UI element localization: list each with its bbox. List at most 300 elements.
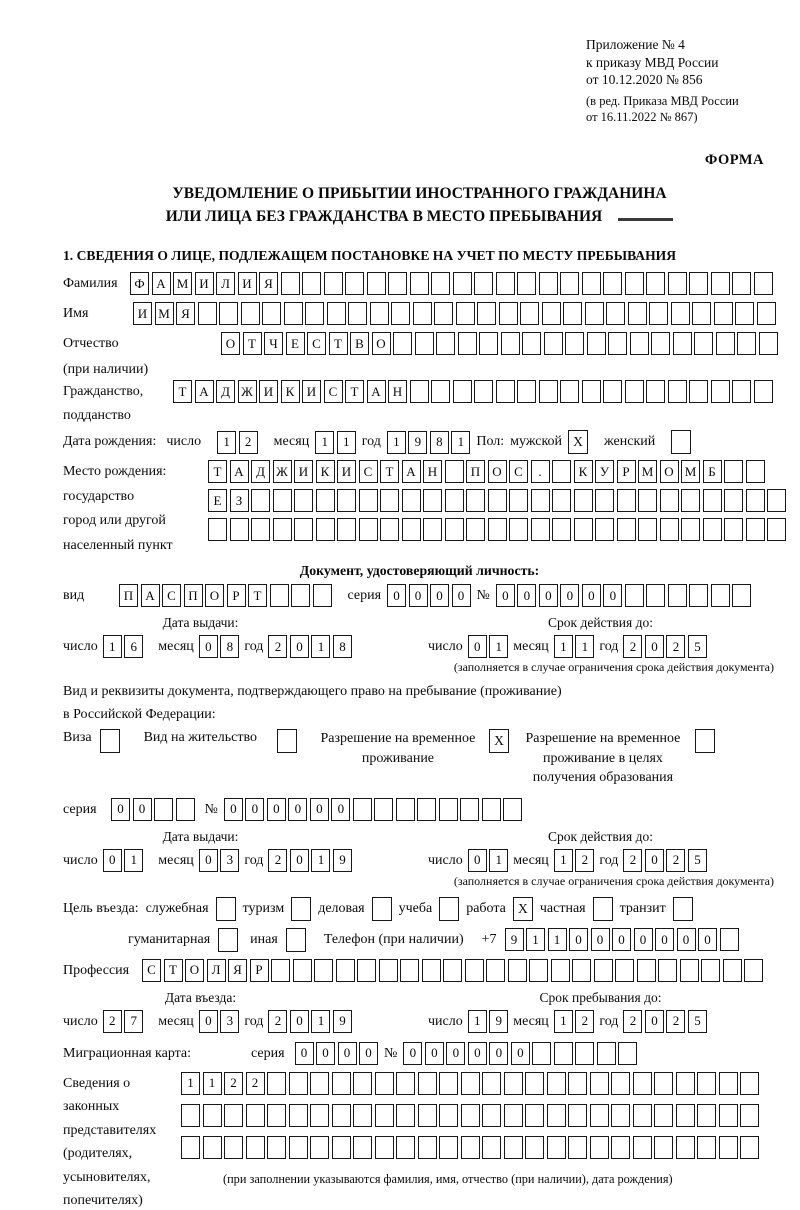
purpose-other-checkbox xyxy=(286,928,306,952)
purpose-humanitarian-checkbox xyxy=(218,928,238,952)
char-cell: 9 xyxy=(333,849,352,872)
temp-residence-checkbox: X xyxy=(489,729,509,753)
char-cell: 0 xyxy=(224,798,243,821)
char-cell xyxy=(633,1072,652,1095)
rvp-expiry-year-cells xyxy=(623,849,707,872)
doc-series-cells xyxy=(387,584,471,607)
birthdate-label: Дата рождения: xyxy=(63,434,157,450)
residence-permit-label: Вид на жительство xyxy=(143,730,257,746)
char-cell xyxy=(711,584,730,607)
char-cell: 5 xyxy=(688,849,707,872)
stay-day-cells xyxy=(468,1010,509,1033)
char-cell: П xyxy=(184,584,203,607)
char-cell xyxy=(574,518,593,541)
char-cell xyxy=(410,380,429,403)
char-cell xyxy=(654,1072,673,1095)
doc-number-label: № xyxy=(476,588,490,604)
char-cell xyxy=(720,928,739,951)
mc-series-cells xyxy=(295,1042,379,1065)
char-cell xyxy=(439,1136,458,1159)
char-cell xyxy=(393,332,412,355)
char-cell: А xyxy=(402,460,421,483)
purpose-row2-phone xyxy=(63,928,776,952)
char-cell xyxy=(694,332,713,355)
char-cell xyxy=(375,1072,394,1095)
char-cell xyxy=(445,518,464,541)
char-cell xyxy=(273,518,292,541)
char-cell: 2 xyxy=(623,849,642,872)
char-cell xyxy=(719,1136,738,1159)
char-cell xyxy=(681,518,700,541)
entry-month-cells xyxy=(199,1010,240,1033)
char-cell xyxy=(744,959,763,982)
char-cell: 0 xyxy=(133,798,152,821)
char-cell: Ч xyxy=(264,332,283,355)
year-label: год xyxy=(244,639,264,655)
char-cell: 0 xyxy=(290,635,309,658)
purpose-transit-checkbox xyxy=(673,897,693,921)
char-cell: Е xyxy=(208,489,227,512)
char-cell: 1 xyxy=(203,1072,222,1095)
char-cell: 0 xyxy=(409,584,428,607)
char-cell: С xyxy=(324,380,343,403)
char-cell: М xyxy=(173,272,192,295)
char-cell xyxy=(345,272,364,295)
char-cell: 9 xyxy=(489,1010,508,1033)
char-cell xyxy=(568,1136,587,1159)
char-cell xyxy=(367,272,386,295)
char-cell: А xyxy=(141,584,160,607)
char-cell: С xyxy=(142,959,161,982)
char-cell: С xyxy=(307,332,326,355)
citizenship-label-line2: подданство xyxy=(63,407,131,423)
char-cell: Р xyxy=(250,959,269,982)
char-cell: Т xyxy=(380,460,399,483)
char-cell: 0 xyxy=(103,849,122,872)
char-cell xyxy=(327,302,346,325)
char-cell xyxy=(714,302,733,325)
char-cell xyxy=(337,518,356,541)
char-cell xyxy=(418,1072,437,1095)
char-cell xyxy=(633,1136,652,1159)
char-cell: 0 xyxy=(446,1042,465,1065)
char-cell: 0 xyxy=(267,798,286,821)
char-cell: 0 xyxy=(199,635,218,658)
char-cell xyxy=(496,380,515,403)
char-cell: 2 xyxy=(224,1072,243,1095)
residence-permit-option xyxy=(144,729,297,753)
char-cell xyxy=(590,1072,609,1095)
patronymic-cells xyxy=(221,332,778,355)
char-cell: О xyxy=(372,332,391,355)
char-cell: 0 xyxy=(290,849,309,872)
char-cell xyxy=(625,272,644,295)
birthplace-row xyxy=(63,460,776,554)
char-cell xyxy=(241,302,260,325)
char-cell xyxy=(380,489,399,512)
char-cell: 9 xyxy=(505,928,524,951)
representatives-label-line: попечителях) xyxy=(63,1193,143,1209)
phone-label: Телефон (при наличии) xyxy=(323,932,464,948)
char-cell xyxy=(281,272,300,295)
citizenship-label-line1: Гражданство, xyxy=(63,384,144,400)
char-cell: 1 xyxy=(451,431,470,454)
char-cell: А xyxy=(152,272,171,295)
year-label: год xyxy=(244,1013,264,1029)
month-label: месяц xyxy=(513,639,549,655)
char-cell xyxy=(453,380,472,403)
char-cell xyxy=(525,1072,544,1095)
char-cell xyxy=(732,272,751,295)
representatives-cells-row1 xyxy=(181,1072,759,1095)
char-cell xyxy=(587,332,606,355)
doc-issue-col xyxy=(63,615,418,658)
char-cell xyxy=(719,1104,738,1127)
char-cell xyxy=(539,380,558,403)
char-cell xyxy=(400,959,419,982)
char-cell xyxy=(224,1104,243,1127)
form-title-line2: ИЛИ ЛИЦА БЕЗ ГРАЖДАНСТВА В МЕСТО ПРЕБЫВАНИЯ xyxy=(165,207,603,225)
char-cell: 0 xyxy=(591,928,610,951)
phone-cells xyxy=(505,928,739,951)
rvp-issue-year-cells xyxy=(268,849,352,872)
surname-label: Фамилия xyxy=(63,276,118,292)
char-cell xyxy=(638,518,657,541)
purpose-opt-label: работа xyxy=(466,901,506,917)
char-cell xyxy=(181,1104,200,1127)
char-cell: 1 xyxy=(489,849,508,872)
char-cell xyxy=(466,489,485,512)
char-cell xyxy=(496,272,515,295)
char-cell xyxy=(568,1072,587,1095)
char-cell: 0 xyxy=(111,798,130,821)
char-cell: А xyxy=(230,460,249,483)
char-cell xyxy=(552,518,571,541)
char-cell: Т xyxy=(248,584,267,607)
char-cell xyxy=(417,798,436,821)
char-cell xyxy=(703,489,722,512)
char-cell xyxy=(654,1136,673,1159)
mc-number-cells xyxy=(403,1042,637,1065)
char-cell xyxy=(501,332,520,355)
doc-expiry-month-cells xyxy=(554,635,595,658)
char-cell xyxy=(572,959,591,982)
char-cell xyxy=(271,959,290,982)
char-cell xyxy=(375,1104,394,1127)
char-cell: 0 xyxy=(199,1010,218,1033)
char-cell xyxy=(474,272,493,295)
year-label: год xyxy=(599,852,619,868)
temp-residence-edu-label-line: Разрешение на временное xyxy=(525,731,681,747)
char-cell: Я xyxy=(176,302,195,325)
char-cell xyxy=(638,489,657,512)
rvp-issue-heading: Дата выдачи: xyxy=(162,829,239,845)
char-cell xyxy=(628,302,647,325)
char-cell xyxy=(724,489,743,512)
char-cell xyxy=(719,1072,738,1095)
entry-dates xyxy=(63,990,776,1033)
char-cell: 0 xyxy=(331,798,350,821)
rvp-number-label: № xyxy=(204,801,218,817)
char-cell: 2 xyxy=(239,431,258,454)
purpose-business-checkbox xyxy=(216,897,236,921)
firstname-row xyxy=(63,302,776,325)
char-cell: 2 xyxy=(623,1010,642,1033)
char-cell: 1 xyxy=(217,431,236,454)
char-cell xyxy=(654,1104,673,1127)
identity-doc-dates xyxy=(63,615,776,658)
char-cell: В xyxy=(350,332,369,355)
char-cell xyxy=(509,489,528,512)
char-cell xyxy=(625,380,644,403)
char-cell: 0 xyxy=(290,1010,309,1033)
char-cell xyxy=(689,272,708,295)
char-cell xyxy=(646,380,665,403)
char-cell: А xyxy=(367,380,386,403)
char-cell xyxy=(439,798,458,821)
doc-issue-day-cells xyxy=(103,635,144,658)
char-cell: Т xyxy=(329,332,348,355)
purpose-label: Цель въезда: xyxy=(63,901,139,917)
char-cell: Я xyxy=(259,272,278,295)
stay-month-cells xyxy=(554,1010,595,1033)
patronymic-row xyxy=(63,332,776,378)
char-cell xyxy=(724,518,743,541)
temp-residence-edu-option xyxy=(519,729,715,788)
char-cell: У xyxy=(595,460,614,483)
char-cell xyxy=(396,1104,415,1127)
char-cell: Ф xyxy=(130,272,149,295)
char-cell: 1 xyxy=(103,635,122,658)
temp-residence-label xyxy=(315,729,481,768)
char-cell: 0 xyxy=(387,584,406,607)
purpose-opt-label: частная xyxy=(539,901,586,917)
char-cell: 0 xyxy=(517,584,536,607)
char-cell xyxy=(676,1104,695,1127)
char-cell xyxy=(754,380,773,403)
char-cell: Я xyxy=(228,959,247,982)
char-cell xyxy=(746,518,765,541)
char-cell: 1 xyxy=(526,928,545,951)
char-cell xyxy=(176,798,195,821)
char-cell xyxy=(410,272,429,295)
char-cell xyxy=(517,272,536,295)
char-cell xyxy=(603,380,622,403)
char-cell xyxy=(560,272,579,295)
char-cell: А xyxy=(195,380,214,403)
char-cell xyxy=(575,1042,594,1065)
char-cell xyxy=(294,489,313,512)
doc-expiry-year-cells xyxy=(623,635,707,658)
doc-issue-heading: Дата выдачи: xyxy=(162,615,239,631)
char-cell xyxy=(482,1136,501,1159)
char-cell xyxy=(740,1136,759,1159)
char-cell: 2 xyxy=(575,1010,594,1033)
birthplace-cells-row1 xyxy=(208,460,786,483)
char-cell xyxy=(680,959,699,982)
char-cell xyxy=(224,1136,243,1159)
char-cell: Р xyxy=(227,584,246,607)
char-cell: Р xyxy=(617,460,636,483)
identity-doc-row xyxy=(63,584,776,607)
rvp-expiry-line xyxy=(428,849,773,872)
char-cell xyxy=(646,584,665,607)
char-cell xyxy=(542,302,561,325)
residence-doc-series-row xyxy=(63,798,776,821)
char-cell xyxy=(522,332,541,355)
char-cell: М xyxy=(681,460,700,483)
char-cell xyxy=(568,1104,587,1127)
char-cell xyxy=(740,1104,759,1127)
day-label: число xyxy=(63,1013,98,1029)
char-cell xyxy=(314,959,333,982)
char-cell xyxy=(697,1072,716,1095)
char-cell xyxy=(413,302,432,325)
char-cell: 0 xyxy=(645,849,664,872)
char-cell: 1 xyxy=(387,431,406,454)
birthplace-cells-row2 xyxy=(208,489,786,512)
birthplace-label xyxy=(63,460,208,554)
doc-kind-label: вид xyxy=(63,588,85,604)
char-cell xyxy=(465,959,484,982)
char-cell xyxy=(402,489,421,512)
char-cell xyxy=(692,302,711,325)
char-cell xyxy=(418,1104,437,1127)
char-cell: 1 xyxy=(311,635,330,658)
char-cell xyxy=(305,302,324,325)
char-cell: 0 xyxy=(295,1042,314,1065)
birthplace-label-line: государство xyxy=(63,488,135,504)
char-cell: И xyxy=(259,380,278,403)
char-cell: О xyxy=(660,460,679,483)
month-label: месяц xyxy=(513,852,549,868)
char-cell xyxy=(460,798,479,821)
char-cell: 1 xyxy=(468,1010,487,1033)
day-label: число xyxy=(63,639,98,655)
char-cell: 0 xyxy=(425,1042,444,1065)
char-cell: 0 xyxy=(245,798,264,821)
patronymic-label-line1: Отчество xyxy=(63,336,119,352)
appendix-line: к приказу МВД России xyxy=(586,54,719,70)
char-cell xyxy=(289,1072,308,1095)
phone-prefix: +7 xyxy=(481,932,497,948)
purpose-row xyxy=(63,897,776,921)
char-cell xyxy=(746,489,765,512)
representatives-label-line: (родителях, xyxy=(63,1146,133,1162)
char-cell xyxy=(316,518,335,541)
char-cell: Ж xyxy=(238,380,257,403)
day-label: число xyxy=(428,639,463,655)
char-cell xyxy=(547,1072,566,1095)
representatives-label-line: законных xyxy=(63,1099,120,1115)
char-cell: 0 xyxy=(645,1010,664,1033)
char-cell: 0 xyxy=(310,798,329,821)
char-cell: 3 xyxy=(220,1010,239,1033)
char-cell: И xyxy=(195,272,214,295)
char-cell xyxy=(724,460,743,483)
char-cell xyxy=(552,489,571,512)
birthplace-label-line: населенный пункт xyxy=(63,537,173,553)
char-cell xyxy=(443,959,462,982)
day-label: число xyxy=(428,1013,463,1029)
firstname-cells xyxy=(133,302,776,325)
char-cell xyxy=(348,302,367,325)
doc-issue-month-cells xyxy=(199,635,240,658)
char-cell xyxy=(660,518,679,541)
char-cell xyxy=(701,959,720,982)
char-cell xyxy=(547,1136,566,1159)
purpose-opt-label: гуманитарная xyxy=(128,932,211,948)
form-title-line1: УВЕДОМЛЕНИЕ О ПРИБЫТИИ ИНОСТРАННОГО ГРАЖДАНИНА xyxy=(172,185,667,203)
char-cell xyxy=(597,1042,616,1065)
char-cell: 7 xyxy=(124,1010,143,1033)
patronymic-label xyxy=(63,332,221,378)
char-cell: И xyxy=(302,380,321,403)
char-cell: И xyxy=(238,272,257,295)
char-cell xyxy=(754,272,773,295)
char-cell xyxy=(531,489,550,512)
birth-month-label: месяц xyxy=(273,434,310,450)
char-cell xyxy=(676,1136,695,1159)
purpose-opt-label: деловая xyxy=(318,901,365,917)
char-cell: Т xyxy=(164,959,183,982)
char-cell: Б xyxy=(703,460,722,483)
char-cell: И xyxy=(294,460,313,483)
char-cell: Т xyxy=(243,332,262,355)
char-cell xyxy=(353,1072,372,1095)
month-label: месяц xyxy=(513,1013,549,1029)
char-cell xyxy=(590,1136,609,1159)
char-cell xyxy=(379,959,398,982)
char-cell: Е xyxy=(286,332,305,355)
sex-male-label: мужской xyxy=(510,434,563,450)
char-cell xyxy=(332,1072,351,1095)
char-cell: 0 xyxy=(634,928,653,951)
purpose-study-checkbox xyxy=(439,897,459,921)
char-cell xyxy=(445,460,464,483)
char-cell: И xyxy=(337,460,356,483)
char-cell: 0 xyxy=(612,928,631,951)
rvp-series-label: серия xyxy=(63,801,97,817)
char-cell xyxy=(273,489,292,512)
char-cell: 0 xyxy=(430,584,449,607)
char-cell: 2 xyxy=(268,849,287,872)
char-cell xyxy=(293,959,312,982)
char-cell: З xyxy=(230,489,249,512)
char-cell: М xyxy=(155,302,174,325)
char-cell: К xyxy=(316,460,335,483)
char-cell xyxy=(310,1104,329,1127)
char-cell xyxy=(594,959,613,982)
appendix-block xyxy=(586,36,776,125)
char-cell xyxy=(431,380,450,403)
char-cell: 1 xyxy=(337,431,356,454)
char-cell xyxy=(251,489,270,512)
birthplace-label-line: город или другой xyxy=(63,513,166,529)
month-label: месяц xyxy=(158,852,194,868)
doc-expiry-note: (заполняется в случае ограничения срока действия документа) xyxy=(453,660,774,675)
char-cell: 1 xyxy=(311,849,330,872)
char-cell xyxy=(565,332,584,355)
char-cell xyxy=(539,272,558,295)
char-cell: О xyxy=(488,460,507,483)
char-cell xyxy=(560,380,579,403)
char-cell xyxy=(504,1072,523,1095)
char-cell xyxy=(461,1072,480,1095)
char-cell: 1 xyxy=(311,1010,330,1033)
char-cell xyxy=(488,489,507,512)
representatives-label-line: Сведения о xyxy=(63,1075,131,1091)
